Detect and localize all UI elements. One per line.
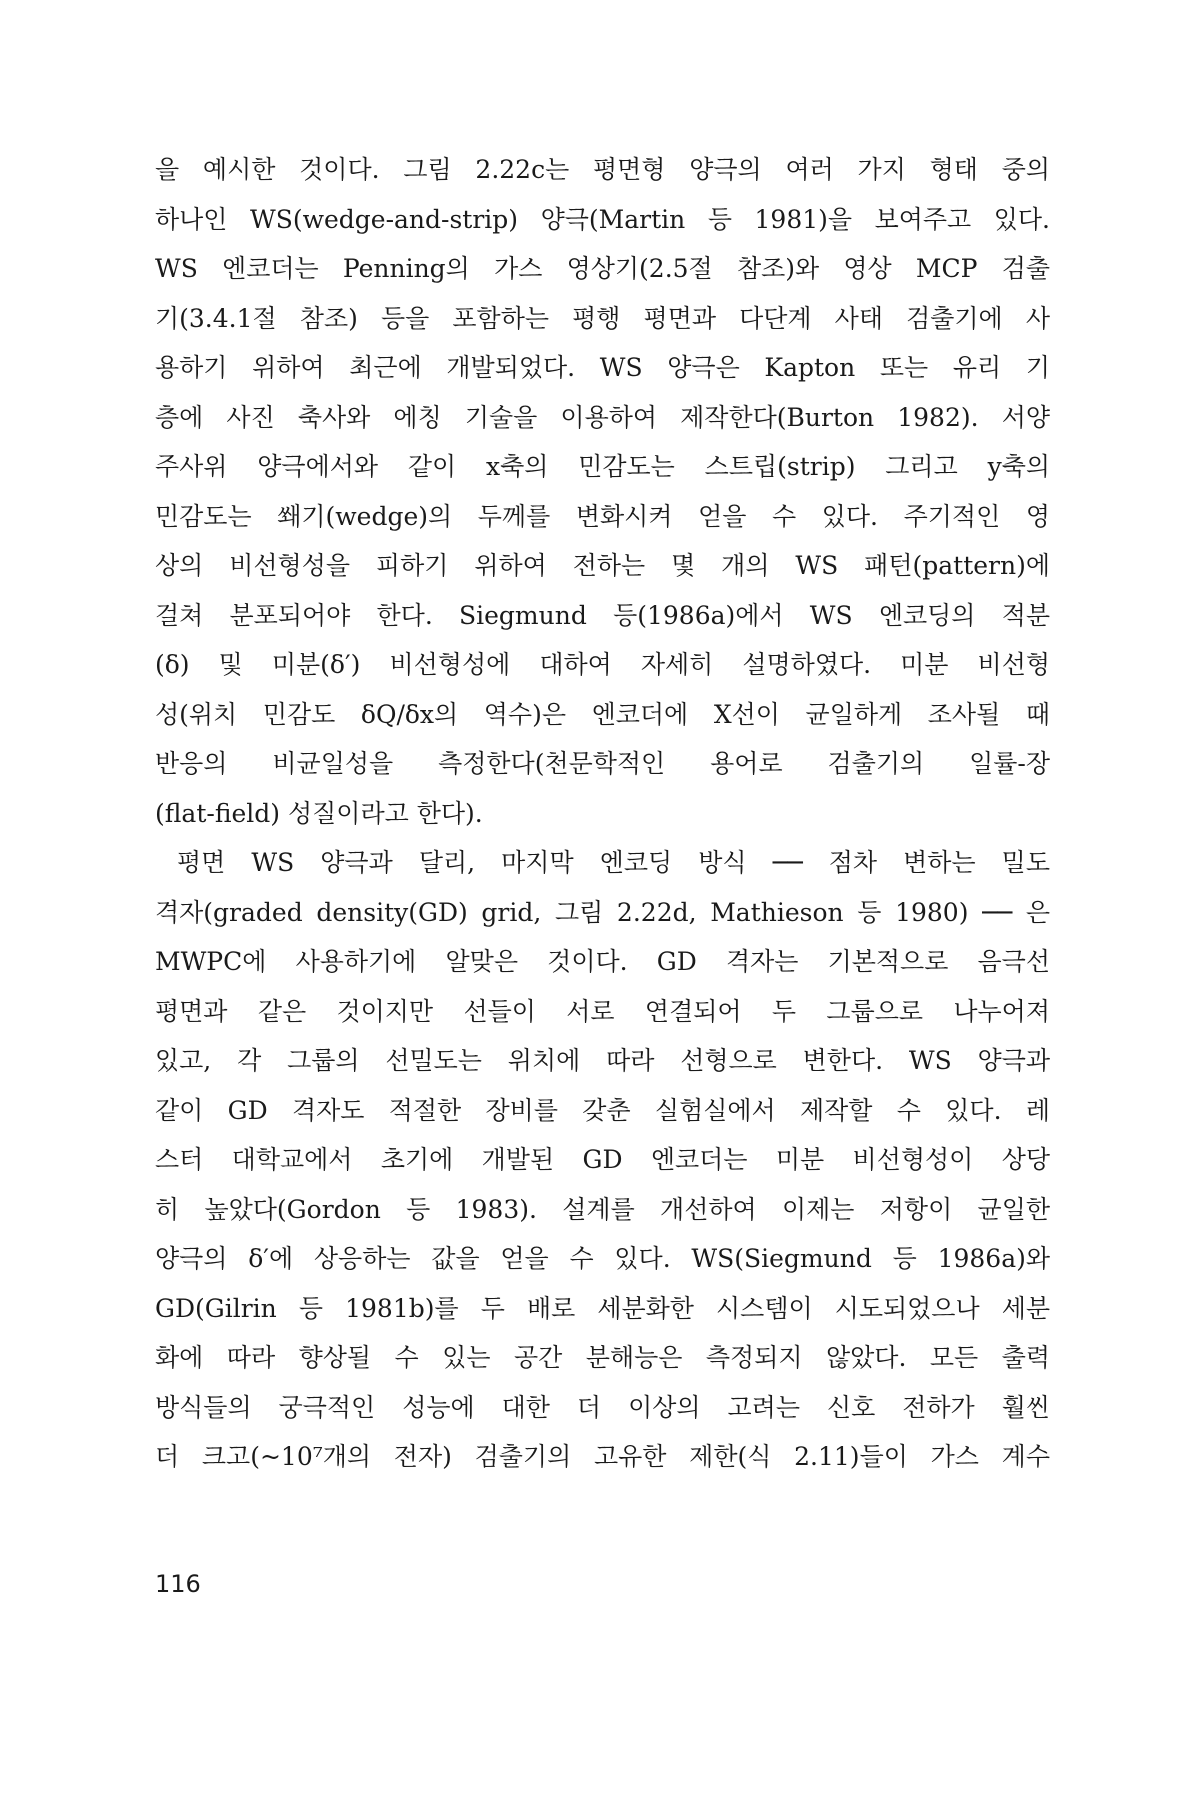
- text-line: 히 높았다(Gordon 등 1983). 설계를 개선하여 이제는 저항이 균일한: [155, 1194, 1050, 1224]
- text-line: 화에 따라 향상될 수 있는 공간 분해능은 측정되지 않았다. 모든 출력: [155, 1343, 1050, 1372]
- text-line: 같이 GD 격자도 적절한 장비를 갖춘 실험실에서 제작할 수 있다. 레: [155, 1095, 1050, 1125]
- text-line: 민감도는 쐐기(wedge)의 두께를 변화시켜 얻을 수 있다. 주기적인 영: [155, 501, 1050, 531]
- page-number: 116: [155, 1570, 201, 1598]
- text-line: 을 예시한 것이다. 그림 2.22c는 평면형 양극의 여러 가지 형태 중의: [155, 155, 1050, 184]
- text-line-paragraph-start: 평면 WS 양극과 달리, 마지막 엔코딩 방식 ── 점차 변하는 밀도: [177, 848, 1050, 877]
- text-line: 성(위치 민감도 δQ/δx의 역수)은 엔코더에 X선이 균일하게 조사될 때: [155, 699, 1050, 729]
- text-line: MWPC에 사용하기에 알맞은 것이다. GD 격자는 기본적으로 음극선: [155, 947, 1050, 976]
- text-line: 스터 대학교에서 초기에 개발된 GD 엔코더는 미분 비선형성이 상당: [155, 1145, 1050, 1174]
- text-line: (δ) 및 미분(δ′) 비선형성에 대하여 자세히 설명하였다. 미분 비선형: [155, 650, 1050, 679]
- text-line: 양극의 δ′에 상응하는 값을 얻을 수 있다. WS(Siegmund 등 1986a)와: [155, 1244, 1050, 1273]
- text-line: 상의 비선형성을 피하기 위하여 전하는 몇 개의 WS 패턴(pattern)에: [155, 551, 1050, 580]
- text-line: WS 엔코더는 Penning의 가스 영상기(2.5절 참조)와 영상 MCP 검출: [155, 254, 1050, 283]
- text-line: 방식들의 궁극적인 성능에 대한 더 이상의 고려는 신호 전하가 훨씬: [155, 1392, 1050, 1422]
- text-line: 주사위 양극에서와 같이 x축의 민감도는 스트립(strip) 그리고 y축의: [155, 452, 1050, 481]
- text-line: 격자(graded density(GD) grid, 그림 2.22d, Mathieson 등 1980) ── 은: [155, 897, 1050, 927]
- text-line: 평면과 같은 것이지만 선들이 서로 연결되어 두 그룹으로 나누어져: [155, 996, 1050, 1026]
- text-line: 층에 사진 축사와 에칭 기술을 이용하여 제작한다(Burton 1982). 서양: [155, 402, 1050, 432]
- text-line: 하나인 WS(wedge-and-strip) 양극(Martin 등 1981)을 보여주고 있다.: [155, 204, 1050, 234]
- text-line: 걸쳐 분포되어야 한다. Siegmund 등(1986a)에서 WS 엔코딩의 적분: [155, 600, 1050, 630]
- text-line: 기(3.4.1절 참조) 등을 포함하는 평행 평면과 다단계 사태 검출기에 사: [155, 303, 1050, 333]
- text-line: (flat-field) 성질이라고 한다).: [155, 798, 483, 828]
- text-line: GD(Gilrin 등 1981b)를 두 배로 세분화한 시스템이 시도되었으나 세분: [155, 1293, 1050, 1323]
- text-line: 더 크고(~10⁷개의 전자) 검출기의 고유한 제한(식 2.11)들이 가스 계수: [155, 1442, 1050, 1471]
- body-text: [155, 145, 1050, 1482]
- text-line: 용하기 위하여 최근에 개발되었다. WS 양극은 Kapton 또는 유리 기: [155, 353, 1050, 382]
- text-line: 있고, 각 그룹의 선밀도는 위치에 따라 선형으로 변한다. WS 양극과: [155, 1046, 1050, 1075]
- text-line: 반응의 비균일성을 측정한다(천문학적인 용어로 검출기의 일률-장: [155, 749, 1050, 778]
